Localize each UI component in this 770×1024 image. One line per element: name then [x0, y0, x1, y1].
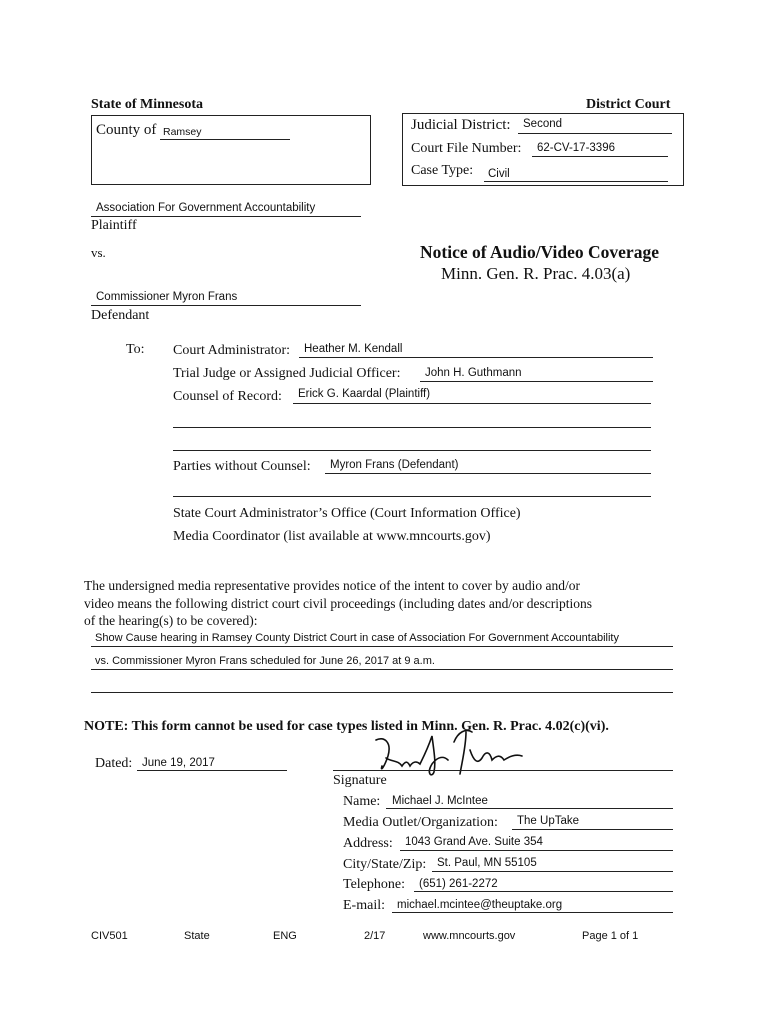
name-label: Name: — [343, 794, 381, 809]
plaintiff-underline — [91, 216, 361, 217]
email-label: E-mail: — [343, 898, 385, 913]
plaintiff-field[interactable]: Association For Government Accountability — [96, 202, 316, 214]
telephone-field[interactable]: (651) 261-2272 — [419, 878, 498, 890]
judge-label: Trial Judge or Assigned Judicial Officer: — [173, 366, 401, 381]
case-type-underline — [484, 181, 668, 182]
dated-underline — [137, 770, 287, 771]
hearing-description-line-2[interactable]: vs. Commissioner Myron Frans scheduled for June 26, 2017 at 9 a.m. — [95, 655, 435, 667]
dated-label: Dated: — [95, 756, 133, 771]
city-state-zip-field[interactable]: St. Paul, MN 55105 — [437, 857, 537, 869]
file-number-underline — [532, 156, 668, 157]
telephone-label: Telephone: — [343, 877, 405, 892]
intent-paragraph-line-1: The undersigned media representative provides notice of the intent to cover by audio and/or — [84, 578, 580, 593]
outlet-label: Media Outlet/Organization: — [343, 815, 498, 830]
dated-field[interactable]: June 19, 2017 — [142, 757, 215, 769]
court-admin-underline — [299, 357, 653, 358]
counsel-extra-line-1 — [173, 427, 651, 428]
address-underline — [400, 850, 673, 851]
note-text: NOTE: This form cannot be used for case types listed in Minn. Gen. R. Prac. 4.02(c)(vi). — [84, 719, 609, 734]
address-label: Address: — [343, 836, 393, 851]
vs-label: vs. — [91, 245, 106, 260]
sca-office-text: State Court Administrator’s Office (Court Information Office) — [173, 506, 521, 521]
district-field[interactable]: Second — [523, 118, 563, 130]
judge-field[interactable]: John H. Guthmann — [425, 367, 522, 379]
description-underline-1 — [91, 646, 673, 647]
telephone-underline — [414, 891, 673, 892]
email-underline — [392, 912, 673, 913]
state-heading: State of Minnesota — [91, 97, 203, 112]
email-field[interactable]: michael.mcintee@theuptake.org — [397, 899, 563, 911]
district-underline — [518, 133, 672, 134]
file-number-field[interactable]: 62-CV-17-3396 — [537, 142, 615, 154]
parties-without-counsel-label: Parties without Counsel: — [173, 459, 311, 474]
footer-state: State — [184, 930, 210, 942]
counsel-underline — [293, 403, 651, 404]
defendant-field[interactable]: Commissioner Myron Frans — [96, 291, 238, 303]
media-coordinator-text: Media Coordinator (list available at www.mncourts.gov) — [173, 529, 491, 544]
counsel-field[interactable]: Erick G. Kaardal (Plaintiff) — [298, 388, 431, 400]
name-underline — [386, 808, 673, 809]
signature-underline — [333, 770, 673, 771]
description-underline-3 — [91, 692, 673, 693]
footer-website: www.mncourts.gov — [423, 930, 516, 942]
parties-extra-line — [173, 496, 651, 497]
defendant-underline — [91, 305, 361, 306]
city-state-zip-underline — [432, 871, 673, 872]
page-subtitle: Minn. Gen. R. Prac. 4.03(a) — [441, 264, 631, 283]
footer-language: ENG — [273, 930, 297, 942]
intent-paragraph-line-3: of the hearing(s) to be covered): — [84, 613, 258, 628]
court-admin-label: Court Administrator: — [173, 343, 291, 358]
county-field[interactable]: Ramsey — [163, 126, 202, 138]
case-type-field[interactable]: Civil — [488, 168, 510, 180]
defendant-label: Defendant — [91, 308, 150, 323]
address-field[interactable]: 1043 Grand Ave. Suite 354 — [405, 836, 543, 848]
plaintiff-label: Plaintiff — [91, 218, 137, 233]
hearing-description-line-1[interactable]: Show Cause hearing in Ramsey County District Court in case of Association For Government Accountability — [95, 632, 619, 644]
city-state-zip-label: City/State/Zip: — [343, 857, 427, 872]
to-label: To: — [126, 342, 145, 357]
outlet-field[interactable]: The UpTake — [517, 815, 580, 827]
signature-label: Signature — [333, 773, 387, 788]
file-number-label: Court File Number: — [411, 141, 522, 156]
outlet-underline — [512, 829, 673, 830]
county-underline — [160, 139, 290, 140]
case-type-label: Case Type: — [411, 163, 474, 178]
footer-form-code: CIV501 — [91, 930, 128, 942]
intent-paragraph-line-2: video means the following district court civil proceedings (including dates and/or descriptions — [84, 596, 593, 611]
footer-revision: 2/17 — [364, 930, 386, 942]
description-underline-2 — [91, 669, 673, 670]
handwritten-signature — [362, 722, 532, 782]
footer-page-number: Page 1 of 1 — [582, 930, 639, 942]
district-label: Judicial District: — [411, 117, 511, 133]
parties-without-counsel-field[interactable]: Myron Frans (Defendant) — [330, 459, 459, 471]
judge-underline — [420, 381, 653, 382]
name-field[interactable]: Michael J. McIntee — [392, 795, 488, 807]
county-label: County of — [96, 122, 157, 138]
page-title: Notice of Audio/Video Coverage — [420, 242, 659, 262]
counsel-label: Counsel of Record: — [173, 389, 282, 404]
court-heading: District Court — [586, 97, 671, 112]
parties-underline — [325, 473, 651, 474]
court-admin-field[interactable]: Heather M. Kendall — [304, 343, 403, 355]
counsel-extra-line-2 — [173, 450, 651, 451]
